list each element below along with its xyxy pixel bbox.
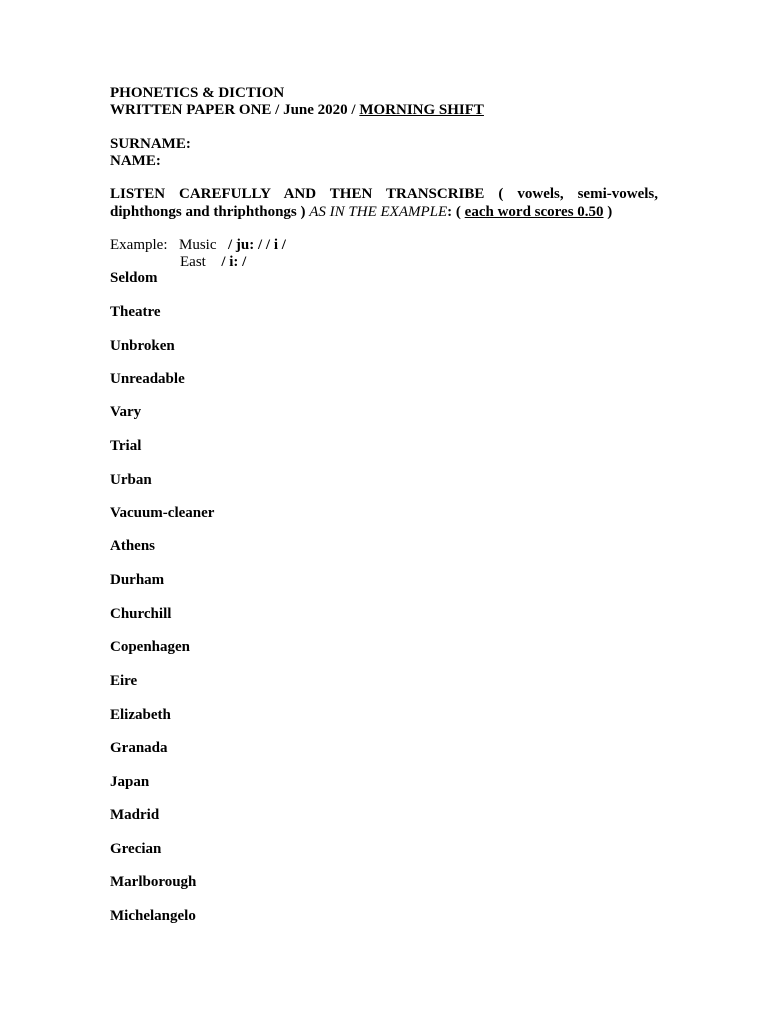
name-field bbox=[110, 153, 161, 170]
word-item: Athens bbox=[110, 538, 156, 554]
word-item: Grecian bbox=[110, 841, 162, 857]
example-word-east: East bbox=[180, 254, 206, 270]
word-item: Unreadable bbox=[110, 371, 185, 387]
word-item: Trial bbox=[110, 438, 142, 454]
instructions-colon: : bbox=[447, 204, 453, 220]
example-transcription-1: / ju: / bbox=[227, 237, 263, 253]
word-item: Seldom bbox=[110, 270, 158, 286]
example-word-music: Music bbox=[178, 237, 217, 253]
instructions-text-1: LISTEN CAREFULLY AND THEN TRANSCRIBE ( vowels, semi-vowels, bbox=[110, 186, 658, 202]
title-text: PHONETICS & DICTION bbox=[110, 85, 285, 101]
instructions-line-1 bbox=[110, 186, 658, 203]
instructions-text-2: diphthongs and thriphthongs ) bbox=[110, 204, 306, 220]
word-item: Urban bbox=[110, 472, 152, 488]
surname-label: SURNAME: bbox=[110, 136, 191, 152]
word-item: Eire bbox=[110, 673, 138, 689]
score-note: each word scores 0.50 bbox=[464, 204, 604, 220]
example-transcription-2: / i / bbox=[265, 237, 286, 253]
word-item: Michelangelo bbox=[110, 908, 196, 924]
word-item: Marlborough bbox=[110, 874, 197, 890]
name-label: NAME: bbox=[110, 153, 161, 169]
paren-close: ) bbox=[607, 204, 613, 220]
word-item: Madrid bbox=[110, 807, 160, 823]
word-item: Durham bbox=[110, 572, 165, 588]
example-row-1 bbox=[110, 237, 286, 254]
shift-label: MORNING SHIFT bbox=[359, 102, 484, 118]
word-item: Vary bbox=[110, 404, 142, 420]
word-item: Granada bbox=[110, 740, 168, 756]
page-title bbox=[110, 85, 284, 102]
instructions-italic: AS IN THE EXAMPLE bbox=[309, 204, 448, 220]
paren-open: ( bbox=[455, 204, 461, 220]
word-item: Unbroken bbox=[110, 338, 175, 354]
instructions-line-2 bbox=[110, 204, 612, 221]
word-item: Japan bbox=[110, 774, 150, 790]
word-item: Vacuum-cleaner bbox=[110, 505, 215, 521]
word-item: Churchill bbox=[110, 606, 172, 622]
example-label: Example: bbox=[110, 237, 168, 253]
surname-field bbox=[110, 136, 191, 153]
example-row-2 bbox=[180, 254, 246, 271]
paper-subtitle bbox=[110, 102, 484, 119]
example-transcription-3: / i: / bbox=[221, 254, 247, 270]
word-item: Copenhagen bbox=[110, 639, 191, 655]
word-item: Elizabeth bbox=[110, 707, 171, 723]
word-item: Theatre bbox=[110, 304, 161, 320]
paper-prefix: WRITTEN PAPER ONE / June 2020 / bbox=[110, 102, 356, 118]
